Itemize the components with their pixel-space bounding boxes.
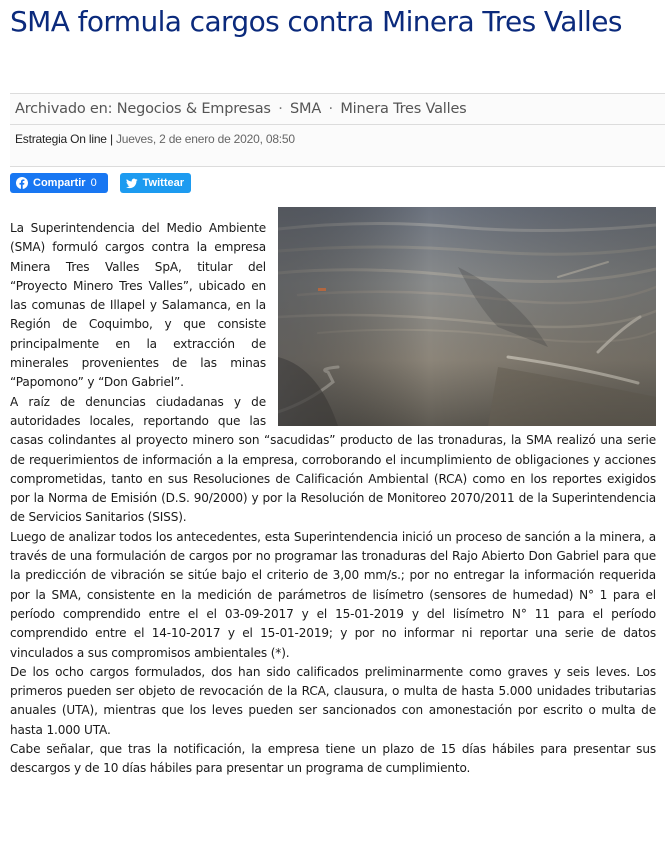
archived-tags xyxy=(10,94,665,125)
twitter-bird-icon xyxy=(126,178,138,189)
article-paragraph: Luego de analizar todos los antecedentes, esta Superintendencia inició un proceso de sanción a la minera, a través de una formulación de cargos por no programar las tronaduras del Rajo Abierto Don Gabriel para que la predicción de vibración se sitúe bajo el criterio de 3,00 mm/s.; por no entregar la información requerida por la SMA, consistente en la medición de parámetros de lisímetro (sensores de humedad) N° 1 para el período comprendido entre el el 03-09-2017 y el 15-01-2019 y del lisímetro N° 11 para el período comprendido entre el 14-10-2017 y el 15-01-2019; y por no informar ni reportar una serie de datos vinculados a sus compromisos ambientales (*). xyxy=(10,529,656,660)
tag-separator: · xyxy=(278,101,283,117)
tag-separator: · xyxy=(328,101,333,117)
facebook-share-button[interactable] xyxy=(10,173,108,193)
article-meta xyxy=(10,93,665,167)
tag-negocios-empresas[interactable]: Negocios & Empresas xyxy=(116,101,271,117)
facebook-share-label: Compartir xyxy=(33,177,86,189)
facebook-share-count: 0 xyxy=(90,177,97,189)
archived-label: Archivado en: xyxy=(15,101,113,117)
twitter-share-button[interactable] xyxy=(120,173,191,193)
byline-date: Jueves, 2 de enero de 2020, 08:50 xyxy=(116,132,295,146)
article-paragraph: La Superintendencia del Medio Ambiente (SMA) formuló cargos contra la empresa Minera Tres Valles SpA, titular del “Proyecto Minero Tres Valles”, ubicado en las comunas de Illapel y Salamanca, en la Región de Coquimbo, y que consiste principalmente en la extracción de minerales provenientes de las minas “Papomono” y “Don Gabriel”. xyxy=(10,221,266,390)
byline-source: Estrategia On line xyxy=(15,132,107,146)
article-paragraph: De los ocho cargos formulados, dos han sido calificados preliminarmente como graves y seis leves. Los primeros pueden ser objeto de revocación de la RCA, clausura, o multa de hasta 5.000 unidades tributarias anuales (UTA), mientras que los leves pueden ser sancionados con amonestación por escrito o multa de hasta 1.000 UTA. xyxy=(10,664,656,737)
tag-sma[interactable]: SMA xyxy=(290,101,322,117)
article-body xyxy=(10,219,656,779)
byline-separator: | xyxy=(109,132,113,146)
article-paragraph: A raíz de denuncias ciudadanas y de autoridades locales, reportando que las casas colindantes al proyecto minero son “sacudidas” producto de las tronaduras, la SMA realizó una serie de requerimientos de información a la empresa, corroborando el incumplimiento de obligaciones y acciones comprometidas, tanto en sus Resoluciones de Calificación Ambiental (RCA) como en los reportes exigidos por la Norma de Emisión (D.S. 90/2000) y por la Resolución de Monitoreo 2070/2011 de la Superintendencia de Servicios Sanitarios (SISS). xyxy=(10,394,656,525)
byline xyxy=(15,131,295,147)
twitter-share-label: Twittear xyxy=(142,177,184,189)
article-photo xyxy=(278,207,656,426)
article-paragraph: Cabe señalar, que tras la notificación, la empresa tiene un plazo de 15 días hábiles para presentar sus descargos y de 10 días hábiles para presentar un programa de cumplimiento. xyxy=(10,742,656,776)
article-title: SMA formula cargos contra Minera Tres Valles xyxy=(10,5,622,38)
facebook-icon xyxy=(16,177,28,189)
tag-minera-tres-valles[interactable]: Minera Tres Valles xyxy=(340,101,467,117)
